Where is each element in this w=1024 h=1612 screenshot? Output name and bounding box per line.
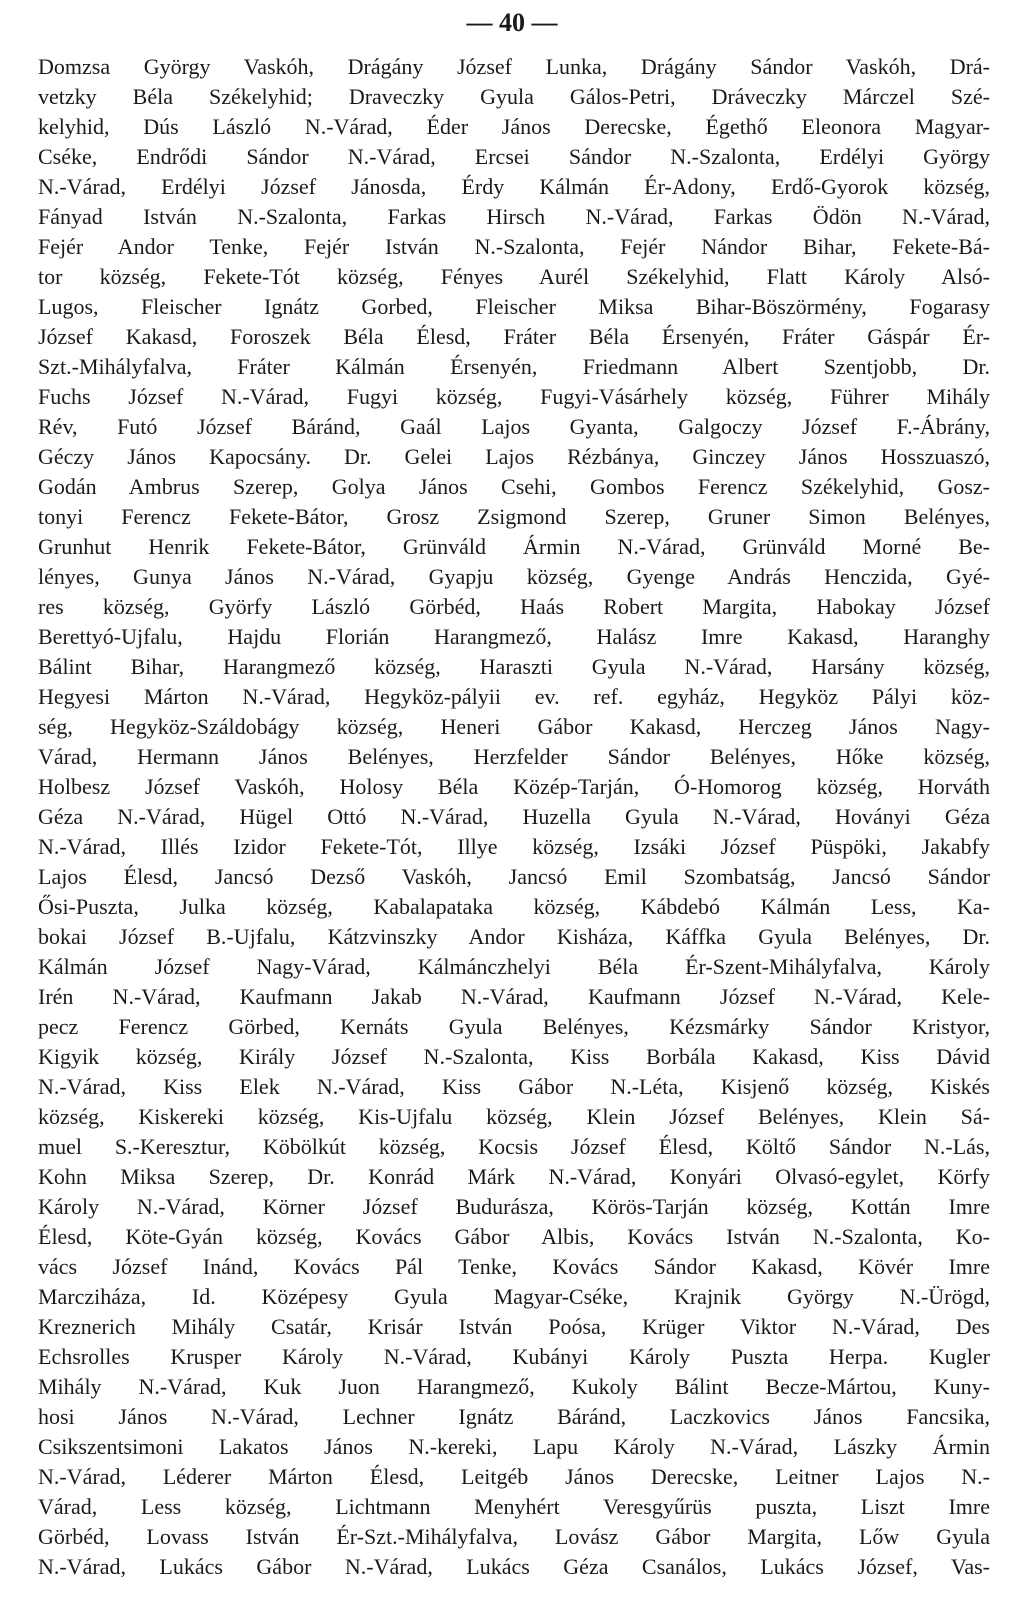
text-line: N.-Várad, Illés Izidor Fekete-Tót, Illye község, Izsáki József Püspöki, Jakabfy xyxy=(38,834,990,859)
text-line: Holbesz József Vaskóh, Holosy Béla Közép-Tarján, Ó-Homorog község, Horváth xyxy=(38,774,990,799)
text-line: József Kakasd, Foroszek Béla Élesd, Fráter Béla Érsenyén, Fráter Gáspár Ér- xyxy=(38,324,990,349)
text-line: hosi János N.-Várad, Lechner Ignátz Báránd, Laczkovics János Fancsika, xyxy=(38,1404,990,1429)
text-line: Várad, Hermann János Belényes, Herzfelder Sándor Belényes, Hőke község, xyxy=(38,744,990,769)
text-line: N.-Várad, Erdélyi József Jánosda, Érdy Kálmán Ér-Adony, Erdő-Gyorok község, xyxy=(38,174,990,199)
text-line: Csikszentsimoni Lakatos János N.-kereki, Lapu Károly N.-Várad, Lászky Ármin xyxy=(38,1434,990,1459)
text-line: Géza N.-Várad, Hügel Ottó N.-Várad, Huzella Gyula N.-Várad, Hoványi Géza xyxy=(38,804,990,829)
text-line: Fuchs József N.-Várad, Fugyi község, Fugyi-Vásárhely község, Führer Mihály xyxy=(38,384,990,409)
text-line: vács József Inánd, Kovács Pál Tenke, Kovács Sándor Kakasd, Kövér Imre xyxy=(38,1254,990,1279)
text-line: res község, Györfy László Görbéd, Haás Robert Margita, Habokay József xyxy=(38,594,990,619)
text-line: bokai József B.-Ujfalu, Kátzvinszky Andor Kisháza, Káffka Gyula Belényes, Dr. xyxy=(38,924,990,949)
text-line: vetzky Béla Székelyhid; Draveczky Gyula Gálos-Petri, Dráveczky Márczel Szé- xyxy=(38,84,990,109)
text-line: lényes, Gunya János N.-Várad, Gyapju község, Gyenge András Henczida, Gyé- xyxy=(38,564,990,589)
text-line: tor község, Fekete-Tót község, Fényes Aurél Székelyhid, Flatt Károly Alsó- xyxy=(38,264,990,289)
text-line: tonyi Ferencz Fekete-Bátor, Grosz Zsigmond Szerep, Gruner Simon Belényes, xyxy=(38,504,990,529)
text-line: község, Kiskereki község, Kis-Ujfalu község, Klein József Belényes, Klein Sá- xyxy=(38,1104,990,1129)
text-line: kelyhid, Dús László N.-Várad, Éder János Derecske, Égethő Eleonora Magyar- xyxy=(38,114,990,139)
text-line: Ősi-Puszta, Julka község, Kabalapataka község, Kábdebó Kálmán Less, Ka- xyxy=(38,894,990,919)
text-line: Élesd, Köte-Gyán község, Kovács Gábor Albis, Kovács István N.-Szalonta, Ko- xyxy=(38,1224,990,1249)
text-line: Fányad István N.-Szalonta, Farkas Hirsch N.-Várad, Farkas Ödön N.-Várad, xyxy=(38,204,990,229)
text-line: Irén N.-Várad, Kaufmann Jakab N.-Várad, Kaufmann József N.-Várad, Kele- xyxy=(38,984,990,1009)
text-line: Szt.-Mihályfalva, Fráter Kálmán Érsenyén, Friedmann Albert Szentjobb, Dr. xyxy=(38,354,990,379)
text-line: Fejér Andor Tenke, Fejér István N.-Szalonta, Fejér Nándor Bihar, Fekete-Bá- xyxy=(38,234,990,259)
text-line: Domzsa György Vaskóh, Drágány József Lunka, Drágány Sándor Vaskóh, Drá- xyxy=(38,54,990,79)
text-line: Károly N.-Várad, Körner József Budurásza, Körös-Tarján község, Kottán Imre xyxy=(38,1194,990,1219)
text-line: Echsrolles Krusper Károly N.-Várad, Kubányi Károly Puszta Herpa. Kugler xyxy=(38,1344,990,1369)
text-line: Kreznerich Mihály Csatár, Krisár István Poósa, Krüger Viktor N.-Várad, Des xyxy=(38,1314,990,1339)
text-line: Cséke, Endrődi Sándor N.-Várad, Ercsei Sándor N.-Szalonta, Erdélyi György xyxy=(38,144,990,169)
text-line: Kohn Miksa Szerep, Dr. Konrád Márk N.-Várad, Konyári Olvasó-egylet, Körfy xyxy=(38,1164,990,1189)
text-line: Berettyó-Ujfalu, Hajdu Florián Harangmező, Halász Imre Kakasd, Haranghy xyxy=(38,624,990,649)
text-line: Marcziháza, Id. Középesy Gyula Magyar-Cséke, Krajnik György N.-Ürögd, xyxy=(38,1284,990,1309)
text-line: Grunhut Henrik Fekete-Bátor, Grünváld Ármin N.-Várad, Grünváld Morné Be- xyxy=(38,534,990,559)
text-line: ség, Hegyköz-Száldobágy község, Heneri Gábor Kakasd, Herczeg János Nagy- xyxy=(38,714,990,739)
text-line: Kigyik község, Király József N.-Szalonta, Kiss Borbála Kakasd, Kiss Dávid xyxy=(38,1044,990,1069)
text-line: N.-Várad, Lukács Gábor N.-Várad, Lukács Géza Csanálos, Lukács József, Vas- xyxy=(38,1554,990,1579)
text-line: muel S.-Keresztur, Köbölkút község, Kocsis József Élesd, Költő Sándor N.-Lás, xyxy=(38,1134,990,1159)
body-text xyxy=(38,52,990,1582)
text-line: Géczy János Kapocsány. Dr. Gelei Lajos Rézbánya, Ginczey János Hosszuaszó, xyxy=(38,444,990,469)
text-line: Bálint Bihar, Harangmező község, Haraszti Gyula N.-Várad, Harsány község, xyxy=(38,654,990,679)
text-line: Lugos, Fleischer Ignátz Gorbed, Fleischer Miksa Bihar-Böszörmény, Fogarasy xyxy=(38,294,990,319)
text-line: N.-Várad, Kiss Elek N.-Várad, Kiss Gábor N.-Léta, Kisjenő község, Kiskés xyxy=(38,1074,990,1099)
text-line: Rév, Futó József Báránd, Gaál Lajos Gyanta, Galgoczy József F.-Ábrány, xyxy=(38,414,990,439)
text-line: Kálmán József Nagy-Várad, Kálmánczhelyi Béla Ér-Szent-Mihályfalva, Károly xyxy=(38,954,990,979)
text-line: Várad, Less község, Lichtmann Menyhért Veresgyűrüs puszta, Liszt Imre xyxy=(38,1494,990,1519)
page-number: — 40 — xyxy=(466,8,558,37)
text-line: pecz Ferencz Görbed, Kernáts Gyula Belényes, Kézsmárky Sándor Kristyor, xyxy=(38,1014,990,1039)
text-line: N.-Várad, Léderer Márton Élesd, Leitgéb János Derecske, Leitner Lajos N.- xyxy=(38,1464,990,1489)
text-line: Mihály N.-Várad, Kuk Juon Harangmező, Kukoly Bálint Becze-Mártou, Kuny- xyxy=(38,1374,990,1399)
text-line: Görbéd, Lovass István Ér-Szt.-Mihályfalva, Lovász Gábor Margita, Lőw Gyula xyxy=(38,1524,990,1549)
text-line: Lajos Élesd, Jancsó Dezső Vaskóh, Jancsó Emil Szombatság, Jancsó Sándor xyxy=(38,864,990,889)
text-line: Hegyesi Márton N.-Várad, Hegyköz-pályii ev. ref. egyház, Hegyköz Pályi köz- xyxy=(38,684,990,709)
text-line: Godán Ambrus Szerep, Golya János Csehi, Gombos Ferencz Székelyhid, Gosz- xyxy=(38,474,990,499)
